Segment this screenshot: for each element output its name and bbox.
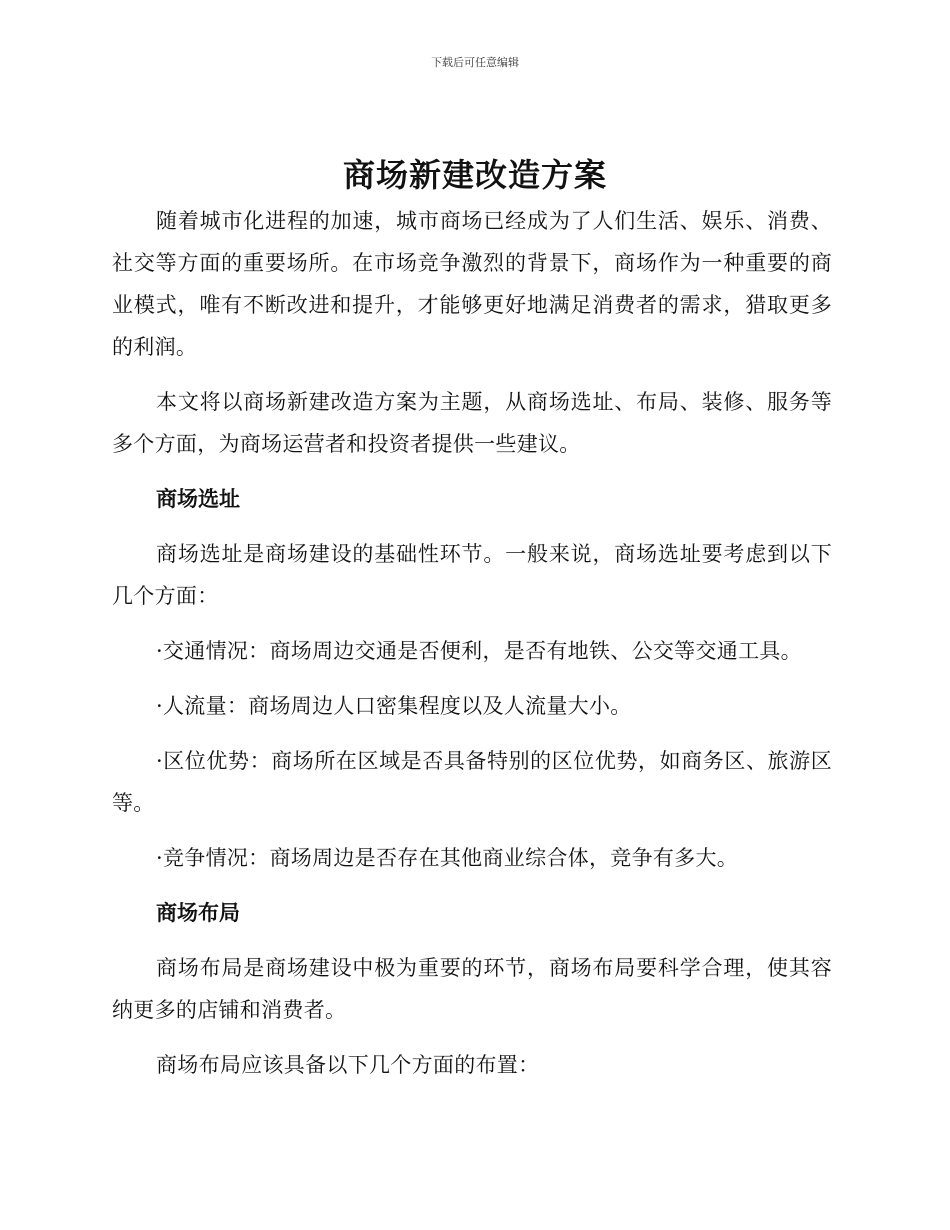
- list-item-text: 竞争情况：商场周边是否存在其他商业综合体，竞争有多大。: [162, 846, 739, 870]
- list-item: [112, 837, 832, 879]
- bullet-symbol: ·: [156, 694, 163, 718]
- bullet-symbol: ·: [156, 846, 163, 870]
- section-heading-layout: 商场布局: [156, 901, 240, 925]
- layout-items-intro-paragraph: 商场布局应该具备以下几个方面的布置：: [156, 1053, 540, 1077]
- list-item: [112, 740, 832, 824]
- scope-paragraph: 本文将以商场新建改造方案为主题，从商场选址、布局、装修、服务等多个方面，为商场运营者和投资者提供一些建议。: [112, 390, 832, 456]
- list-item-text: 交通情况：商场周边交通是否便利，是否有地铁、公交等交通工具。: [162, 639, 802, 663]
- list-item-text: 区位优势：商场所在区域是否具备特别的区位优势，如商务区、旅游区等。: [112, 749, 832, 815]
- list-item: [112, 685, 832, 727]
- document-body: [112, 200, 832, 1099]
- list-item-text: 人流量：商场周边人口密集程度以及人流量大小。: [162, 694, 632, 718]
- intro-paragraph: 随着城市化进程的加速，城市商场已经成为了人们生活、娱乐、消费、社交等方面的重要场所。在市场竞争激烈的背景下，商场作为一种重要的商业模式，唯有不断改进和提升，才能够更好地满足消费者的需求，猎取更多的利润。: [112, 209, 832, 359]
- list-item: [112, 630, 832, 672]
- header-note: 下载后可任意编辑: [431, 56, 519, 69]
- bullet-symbol: ·: [156, 749, 163, 773]
- section-heading-site: 商场选址: [156, 487, 240, 511]
- site-intro-paragraph: 商场选址是商场建设的基础性环节。一般来说，商场选址要考虑到以下几个方面：: [112, 542, 832, 608]
- bullet-symbol: ·: [156, 639, 163, 663]
- layout-intro-paragraph: 商场布局是商场建设中极为重要的环节，商场布局要科学合理，使其容纳更多的店铺和消费者。: [112, 956, 832, 1022]
- document-title: 商场新建改造方案: [342, 156, 607, 194]
